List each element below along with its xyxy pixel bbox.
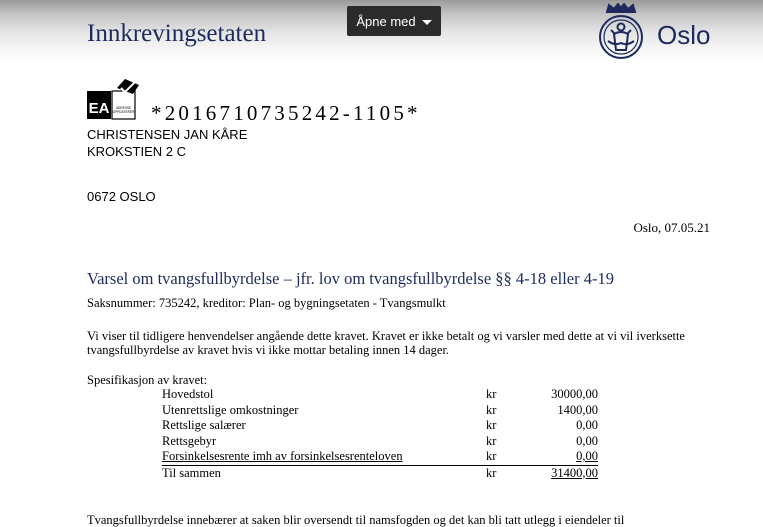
recipient-street: KROKSTIEN 2 C (87, 144, 186, 159)
oslo-seal-icon (595, 3, 647, 61)
chevron-down-icon (422, 20, 432, 25)
spec-row (162, 434, 598, 450)
agency-name: Innkrevingsetaten (87, 20, 267, 47)
svg-text:ADRESSE: ADRESSE (115, 106, 132, 110)
spec-amount-cell: 0,00 (576, 449, 598, 463)
case-line: Saksnummer: 735242, kreditor: Plan- og bygningsetaten - Tvangsmulkt (87, 296, 446, 310)
spec-total-label: Til sammen (162, 465, 486, 481)
spec-amount-cell: 30000,00 (551, 387, 598, 401)
spec-label-cell: Hovedstol (162, 387, 214, 401)
spec-label: Spesifikasjon av kravet: (87, 373, 208, 387)
spec-amount-cell: 1400,00 (557, 402, 598, 417)
spec-amount-cell: 0,00 (576, 433, 598, 448)
spec-row (162, 418, 598, 434)
spec-currency-cell: kr (486, 433, 497, 448)
svg-text:OPPDATERER: OPPDATERER (112, 110, 135, 114)
open-with-button[interactable] (347, 6, 441, 36)
recipient-name: CHRISTENSEN JAN KÅRE (87, 127, 248, 142)
spec-total-currency: kr (486, 465, 542, 481)
spec-label-cell: Forsinkelsesrente imh av forsinkelsesrenteloven (162, 449, 403, 463)
city-name: Oslo (657, 20, 711, 50)
recipient-postal: 0672 OSLO (87, 189, 156, 204)
letter-date: Oslo, 07.05.21 (633, 220, 710, 235)
spec-currency-cell: kr (486, 387, 497, 401)
spec-label-cell: Utenrettslige omkostninger (162, 402, 299, 417)
spec-currency-cell: kr (486, 402, 497, 417)
intro-paragraph: Vi viser til tidligere henvendelser angående dette kravet. Kravet er ikke betalt og vi varsler med dette at vi vil iverksette tvangsfullbyrdelse av kravet hvis vi ikke mottar betaling innen 14 dager. (87, 329, 685, 357)
letter-title: Varsel om tvangsfullbyrdelse – jfr. lov om tvangsfullbyrdelse §§ 4-18 eller 4-19 (87, 269, 614, 288)
spec-row (162, 387, 598, 403)
spec-total-row (162, 465, 598, 481)
spec-label-cell: Rettslige salærer (162, 418, 246, 432)
closing-paragraph: Tvangsfullbyrdelse innebærer at saken blir oversendt til namsfogden og det kan bli tatt utlegg i eiendeler til (87, 513, 625, 527)
spec-amount-cell: 0,00 (576, 418, 598, 432)
spec-table (162, 387, 598, 481)
barcode-number: *2016710735242-1105* (151, 101, 421, 125)
spec-row (162, 449, 598, 465)
spec-currency-cell: kr (486, 449, 497, 463)
open-with-label: Åpne med (356, 13, 416, 29)
ea-address-update-logo (87, 78, 147, 120)
svg-text:EA: EA (88, 100, 110, 117)
spec-total-amount: 31400,00 (542, 465, 598, 481)
spec-label-cell: Rettsgebyr (162, 433, 217, 448)
spec-row (162, 403, 598, 419)
spec-currency-cell: kr (486, 418, 497, 432)
